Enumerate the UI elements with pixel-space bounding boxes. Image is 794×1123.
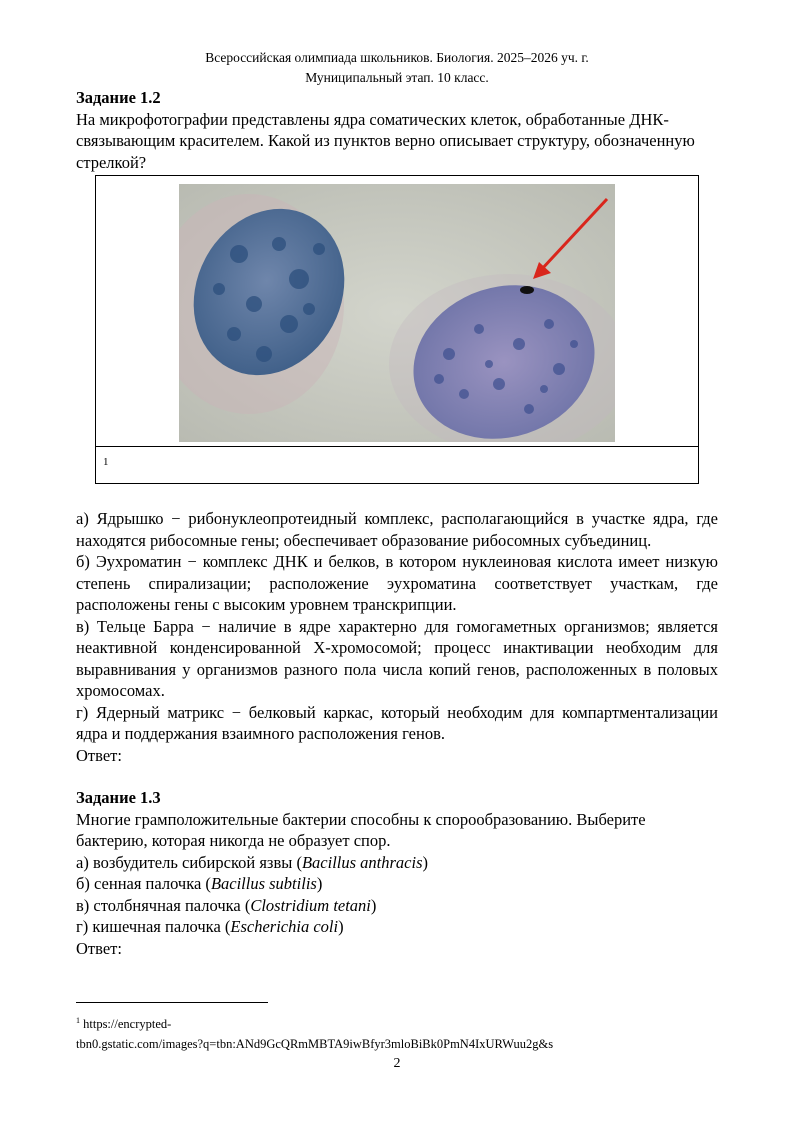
task-1-3-option-b: б) сенная палочка (Bacillus subtilis) [76,874,323,893]
barr-body-mark [520,286,534,294]
page-content [76,87,718,959]
page-header [0,48,794,88]
task-1-2-option-c: в) Тельце Барра − наличие в ядре характерно для гомогаметных организмов; является неактивной конденсированной X-хромосомой; процесс инактивации необходим для выравнивания у организмов разного пола числа копий генов, расположенных в половых хромосомах. [76,616,718,700]
task-1-3-question: Многие грамположительные бактерии способны к спорообразованию. Выберите бактерию, которая никогда не образует спор. [76,809,646,850]
task-1-2-title: Задание 1.2 [76,88,161,107]
header-line-1: Всероссийская олимпиада школьников. Биология. 2025–2026 уч. г. [205,50,589,65]
task-1-3-option-a: а) возбудитель сибирской язвы (Bacillus anthracis) [76,852,428,872]
task-1-2-option-a: а) Ядрышко − рибонуклеопротеидный комплекс, располагающийся в участке ядра, где находятся рибосомные гены; обеспечивает образование рибосомных субъединиц. [76,509,718,550]
task-1-2-option-b: б) Эухроматин − комплекс ДНК и белков, в котором нуклеиновая кислота имеет низкую степень спирализации; расположение эухроматина соответствует участкам, где расположены гены с высоким уровнем транскрипции. [76,552,718,614]
figure-footnote-ref: 1 [103,456,109,468]
header-line-2: Муниципальный этап. 10 класс. [305,70,489,85]
task-1-3 [76,787,718,959]
task-1-2-answer-label: Ответ: [76,745,122,765]
footnote-url-line-2[interactable]: tbn0.gstatic.com/images?q=tbn:ANd9GcQRmMBTA9iwBfyr3mloBiBk0PmN4IxURWuu2g&s [76,1037,554,1052]
task-1-3-title: Задание 1.3 [76,788,161,807]
micrograph-image [179,184,615,442]
footnote-mark: 1 [76,1016,80,1025]
task-1-2-option-d: г) Ядерный матрикс − белковый каркас, который необходим для компартментализации ядра и поддержания взаимного расположения генов. [76,702,718,743]
footnote-url-line-1[interactable]: https://encrypted- [80,1017,172,1032]
figure-divider [96,446,698,447]
task-1-2 [76,87,718,766]
task-1-3-answer-label: Ответ: [76,938,122,958]
task-1-2-question: На микрофотографии представлены ядра соматических клеток, обработанные ДНК-связывающим красителем. Какой из пунктов верно описывает структуру, обозначенную стрелкой? [76,109,695,172]
task-1-3-option-d: г) кишечная палочка (Escherichia coli) [76,917,344,936]
page-number: 2 [393,1056,401,1071]
task-1-3-option-c: в) столбнячная палочка (Clostridium tetani) [76,895,377,915]
footnote [76,1011,716,1054]
footnote-divider [76,1002,268,1003]
figure-box [95,175,699,484]
